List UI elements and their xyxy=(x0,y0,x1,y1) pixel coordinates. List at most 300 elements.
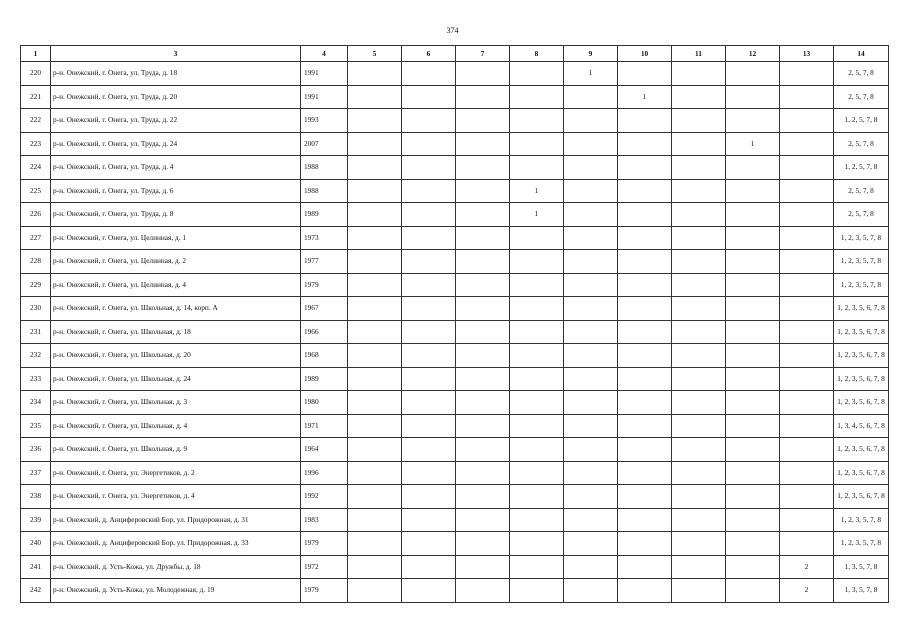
cell-c12 xyxy=(726,297,780,321)
cell-num: 225 xyxy=(21,179,51,203)
cell-c10 xyxy=(618,532,672,556)
cell-num: 229 xyxy=(21,273,51,297)
header-cell: 13 xyxy=(780,46,834,62)
cell-c10 xyxy=(618,508,672,532)
cell-c8 xyxy=(510,226,564,250)
cell-c9 xyxy=(564,226,618,250)
cell-c5 xyxy=(348,461,402,485)
cell-year: 1996 xyxy=(301,461,348,485)
cell-c10 xyxy=(618,555,672,579)
table-row xyxy=(21,532,889,556)
cell-c14: 1, 2, 3, 5, 6, 7, 8 xyxy=(834,344,889,368)
cell-c10 xyxy=(618,132,672,156)
cell-c12 xyxy=(726,579,780,603)
cell-c10: 1 xyxy=(618,85,672,109)
cell-c13 xyxy=(780,297,834,321)
cell-c10 xyxy=(618,485,672,509)
cell-c8: 1 xyxy=(510,203,564,227)
cell-c8 xyxy=(510,532,564,556)
cell-c12 xyxy=(726,438,780,462)
cell-c7 xyxy=(456,344,510,368)
cell-year: 1967 xyxy=(301,297,348,321)
cell-c8 xyxy=(510,344,564,368)
cell-num: 235 xyxy=(21,414,51,438)
cell-c14: 1, 2, 3, 5, 7, 8 xyxy=(834,508,889,532)
cell-c14: 1, 2, 3, 5, 7, 8 xyxy=(834,226,889,250)
cell-c13 xyxy=(780,132,834,156)
cell-c14: 1, 2, 5, 7, 8 xyxy=(834,156,889,180)
cell-c9 xyxy=(564,485,618,509)
cell-c10 xyxy=(618,367,672,391)
cell-year: 1991 xyxy=(301,85,348,109)
cell-num: 228 xyxy=(21,250,51,274)
cell-address: р-н. Онежский, г. Онега, ул. Целинная, д. 2 xyxy=(51,250,301,274)
cell-c12 xyxy=(726,226,780,250)
cell-c7 xyxy=(456,273,510,297)
cell-c6 xyxy=(402,203,456,227)
cell-c14: 2, 5, 7, 8 xyxy=(834,132,889,156)
cell-c12 xyxy=(726,109,780,133)
cell-c7 xyxy=(456,132,510,156)
cell-c13 xyxy=(780,367,834,391)
cell-c12 xyxy=(726,62,780,86)
cell-c6 xyxy=(402,555,456,579)
cell-c12 xyxy=(726,508,780,532)
cell-c6 xyxy=(402,297,456,321)
cell-c7 xyxy=(456,62,510,86)
table-row xyxy=(21,555,889,579)
cell-year: 1979 xyxy=(301,579,348,603)
cell-c6 xyxy=(402,508,456,532)
cell-c9 xyxy=(564,109,618,133)
cell-c11 xyxy=(672,485,726,509)
cell-c8 xyxy=(510,485,564,509)
cell-c6 xyxy=(402,156,456,180)
cell-c11 xyxy=(672,508,726,532)
cell-c12 xyxy=(726,532,780,556)
cell-c6 xyxy=(402,391,456,415)
cell-c9 xyxy=(564,203,618,227)
cell-c11 xyxy=(672,579,726,603)
cell-c14: 2, 5, 7, 8 xyxy=(834,85,889,109)
cell-c7 xyxy=(456,438,510,462)
cell-c7 xyxy=(456,391,510,415)
table-row xyxy=(21,508,889,532)
cell-c7 xyxy=(456,485,510,509)
cell-c13 xyxy=(780,273,834,297)
housing-table xyxy=(20,45,889,603)
cell-c8 xyxy=(510,555,564,579)
cell-c9 xyxy=(564,344,618,368)
cell-c9 xyxy=(564,508,618,532)
cell-c11 xyxy=(672,62,726,86)
cell-c6 xyxy=(402,367,456,391)
cell-c6 xyxy=(402,485,456,509)
cell-c14: 1, 3, 4, 5, 6, 7, 8 xyxy=(834,414,889,438)
cell-c5 xyxy=(348,85,402,109)
cell-c14: 1, 2, 3, 5, 6, 7, 8 xyxy=(834,461,889,485)
table-body xyxy=(21,62,889,603)
cell-c6 xyxy=(402,532,456,556)
cell-c7 xyxy=(456,461,510,485)
cell-c13: 2 xyxy=(780,579,834,603)
cell-address: р-н. Онежский, г. Онега, ул. Труда, д. 6 xyxy=(51,179,301,203)
cell-c9 xyxy=(564,438,618,462)
cell-year: 1993 xyxy=(301,109,348,133)
cell-address: р-н. Онежский, д. Усть-Кожа, ул. Молодежная, д. 19 xyxy=(51,579,301,603)
cell-c5 xyxy=(348,579,402,603)
cell-num: 226 xyxy=(21,203,51,227)
cell-c13 xyxy=(780,156,834,180)
cell-c12 xyxy=(726,391,780,415)
cell-c13 xyxy=(780,250,834,274)
cell-year: 1988 xyxy=(301,179,348,203)
cell-year: 1966 xyxy=(301,320,348,344)
table-row xyxy=(21,226,889,250)
cell-c11 xyxy=(672,85,726,109)
cell-c12 xyxy=(726,273,780,297)
table-row xyxy=(21,391,889,415)
table-row xyxy=(21,250,889,274)
table-row xyxy=(21,367,889,391)
cell-c14: 1, 2, 3, 5, 6, 7, 8 xyxy=(834,320,889,344)
cell-c5 xyxy=(348,367,402,391)
cell-c13 xyxy=(780,508,834,532)
cell-c13 xyxy=(780,109,834,133)
cell-c10 xyxy=(618,391,672,415)
cell-c6 xyxy=(402,579,456,603)
cell-num: 239 xyxy=(21,508,51,532)
cell-c8 xyxy=(510,320,564,344)
header-cell: 7 xyxy=(456,46,510,62)
cell-c14: 1, 3, 5, 7, 8 xyxy=(834,579,889,603)
cell-c13: 2 xyxy=(780,555,834,579)
cell-c11 xyxy=(672,367,726,391)
cell-address: р-н. Онежский, г. Онега, ул. Целинная, д. 4 xyxy=(51,273,301,297)
cell-num: 230 xyxy=(21,297,51,321)
cell-num: 220 xyxy=(21,62,51,86)
cell-c11 xyxy=(672,461,726,485)
cell-c9 xyxy=(564,273,618,297)
cell-c11 xyxy=(672,344,726,368)
cell-c6 xyxy=(402,414,456,438)
cell-c6 xyxy=(402,320,456,344)
cell-c13 xyxy=(780,85,834,109)
cell-c6 xyxy=(402,273,456,297)
cell-c13 xyxy=(780,320,834,344)
cell-c11 xyxy=(672,156,726,180)
cell-num: 227 xyxy=(21,226,51,250)
cell-c5 xyxy=(348,344,402,368)
cell-c7 xyxy=(456,367,510,391)
cell-c7 xyxy=(456,203,510,227)
cell-c7 xyxy=(456,85,510,109)
table-row xyxy=(21,85,889,109)
cell-c11 xyxy=(672,414,726,438)
cell-address: р-н. Онежский, г. Онега, ул. Труда, д. 18 xyxy=(51,62,301,86)
cell-c5 xyxy=(348,62,402,86)
cell-c7 xyxy=(456,555,510,579)
cell-c13 xyxy=(780,344,834,368)
cell-num: 231 xyxy=(21,320,51,344)
cell-c5 xyxy=(348,555,402,579)
cell-c10 xyxy=(618,250,672,274)
cell-c11 xyxy=(672,438,726,462)
cell-address: р-н. Онежский, г. Онега, ул. Школьная, д. 9 xyxy=(51,438,301,462)
cell-c9 xyxy=(564,320,618,344)
cell-c7 xyxy=(456,579,510,603)
cell-c8 xyxy=(510,438,564,462)
header-cell: 6 xyxy=(402,46,456,62)
cell-c5 xyxy=(348,391,402,415)
table-row xyxy=(21,414,889,438)
cell-c5 xyxy=(348,485,402,509)
cell-c11 xyxy=(672,273,726,297)
table-row xyxy=(21,132,889,156)
cell-address: р-н. Онежский, г. Онега, ул. Труда, д. 22 xyxy=(51,109,301,133)
cell-c6 xyxy=(402,438,456,462)
cell-c12 xyxy=(726,85,780,109)
cell-c9 xyxy=(564,156,618,180)
header-cell: 12 xyxy=(726,46,780,62)
cell-c9 xyxy=(564,579,618,603)
cell-c11 xyxy=(672,203,726,227)
cell-c12 xyxy=(726,555,780,579)
cell-c11 xyxy=(672,555,726,579)
cell-c10 xyxy=(618,62,672,86)
cell-c5 xyxy=(348,532,402,556)
table-row xyxy=(21,485,889,509)
cell-address: р-н. Онежский, д. Анциферовский Бор, ул. Придорожная, д. 31 xyxy=(51,508,301,532)
cell-num: 224 xyxy=(21,156,51,180)
cell-c10 xyxy=(618,109,672,133)
table-row xyxy=(21,320,889,344)
header-cell: 3 xyxy=(51,46,301,62)
cell-year: 1991 xyxy=(301,62,348,86)
cell-c5 xyxy=(348,132,402,156)
table-row xyxy=(21,273,889,297)
cell-c7 xyxy=(456,109,510,133)
cell-num: 234 xyxy=(21,391,51,415)
cell-address: р-н. Онежский, д. Анциферовский Бор, ул. Придорожная, д. 33 xyxy=(51,532,301,556)
cell-year: 1980 xyxy=(301,391,348,415)
cell-c9 xyxy=(564,297,618,321)
cell-c8 xyxy=(510,85,564,109)
cell-num: 223 xyxy=(21,132,51,156)
cell-num: 236 xyxy=(21,438,51,462)
table-row xyxy=(21,579,889,603)
cell-c11 xyxy=(672,179,726,203)
cell-c13 xyxy=(780,203,834,227)
cell-year: 1977 xyxy=(301,250,348,274)
cell-c13 xyxy=(780,485,834,509)
cell-num: 240 xyxy=(21,532,51,556)
cell-c8 xyxy=(510,508,564,532)
cell-c14: 1, 3, 5, 7, 8 xyxy=(834,555,889,579)
cell-c6 xyxy=(402,85,456,109)
cell-num: 233 xyxy=(21,367,51,391)
table-row xyxy=(21,344,889,368)
cell-c10 xyxy=(618,156,672,180)
cell-c12 xyxy=(726,156,780,180)
cell-c8 xyxy=(510,297,564,321)
cell-c6 xyxy=(402,226,456,250)
cell-year: 1979 xyxy=(301,273,348,297)
cell-c12 xyxy=(726,250,780,274)
cell-c11 xyxy=(672,132,726,156)
table-row xyxy=(21,109,889,133)
cell-c5 xyxy=(348,297,402,321)
cell-c8 xyxy=(510,367,564,391)
cell-c11 xyxy=(672,297,726,321)
cell-c12 xyxy=(726,320,780,344)
cell-c14: 1, 2, 3, 5, 7, 8 xyxy=(834,250,889,274)
cell-year: 2007 xyxy=(301,132,348,156)
cell-num: 237 xyxy=(21,461,51,485)
cell-c8 xyxy=(510,109,564,133)
cell-c11 xyxy=(672,391,726,415)
cell-c6 xyxy=(402,179,456,203)
cell-c13 xyxy=(780,532,834,556)
cell-c14: 1, 2, 3, 5, 6, 7, 8 xyxy=(834,391,889,415)
cell-c13 xyxy=(780,391,834,415)
cell-c6 xyxy=(402,461,456,485)
cell-c10 xyxy=(618,414,672,438)
cell-c11 xyxy=(672,226,726,250)
cell-c13 xyxy=(780,226,834,250)
cell-c11 xyxy=(672,109,726,133)
cell-c7 xyxy=(456,250,510,274)
cell-c5 xyxy=(348,273,402,297)
cell-c6 xyxy=(402,344,456,368)
cell-c10 xyxy=(618,344,672,368)
cell-c13 xyxy=(780,438,834,462)
cell-c5 xyxy=(348,508,402,532)
cell-num: 221 xyxy=(21,85,51,109)
cell-c5 xyxy=(348,203,402,227)
cell-address: р-н. Онежский, г. Онега, ул. Школьная, д. 14, корп. А xyxy=(51,297,301,321)
cell-c7 xyxy=(456,532,510,556)
cell-c10 xyxy=(618,226,672,250)
cell-c9 xyxy=(564,555,618,579)
cell-c7 xyxy=(456,508,510,532)
table-row xyxy=(21,297,889,321)
cell-c9 xyxy=(564,250,618,274)
cell-c5 xyxy=(348,226,402,250)
header-cell: 5 xyxy=(348,46,402,62)
header-cell: 4 xyxy=(301,46,348,62)
cell-c8 xyxy=(510,156,564,180)
cell-c13 xyxy=(780,179,834,203)
cell-year: 1964 xyxy=(301,438,348,462)
cell-c5 xyxy=(348,250,402,274)
cell-year: 1973 xyxy=(301,226,348,250)
cell-c10 xyxy=(618,438,672,462)
cell-c10 xyxy=(618,203,672,227)
cell-address: р-н. Онежский, г. Онега, ул. Энергетиков, д. 2 xyxy=(51,461,301,485)
table-row xyxy=(21,461,889,485)
cell-c5 xyxy=(348,179,402,203)
cell-c5 xyxy=(348,414,402,438)
cell-c5 xyxy=(348,156,402,180)
cell-c9 xyxy=(564,391,618,415)
cell-year: 1992 xyxy=(301,485,348,509)
cell-c10 xyxy=(618,320,672,344)
cell-address: р-н. Онежский, г. Онега, ул. Труда, д. 24 xyxy=(51,132,301,156)
cell-address: р-н. Онежский, г. Онега, ул. Труда, д. 20 xyxy=(51,85,301,109)
cell-c12 xyxy=(726,179,780,203)
cell-c14: 1, 2, 3, 5, 6, 7, 8 xyxy=(834,485,889,509)
cell-c8 xyxy=(510,62,564,86)
cell-c10 xyxy=(618,179,672,203)
cell-c12 xyxy=(726,461,780,485)
cell-c10 xyxy=(618,273,672,297)
table-row xyxy=(21,203,889,227)
cell-address: р-н. Онежский, г. Онега, ул. Школьная, д. 24 xyxy=(51,367,301,391)
cell-c14: 2, 5, 7, 8 xyxy=(834,179,889,203)
cell-address: р-н. Онежский, г. Онега, ул. Труда, д. 4 xyxy=(51,156,301,180)
cell-c12 xyxy=(726,344,780,368)
cell-c9 xyxy=(564,461,618,485)
cell-c8 xyxy=(510,273,564,297)
header-row xyxy=(21,46,889,62)
cell-c8 xyxy=(510,579,564,603)
cell-c6 xyxy=(402,250,456,274)
cell-year: 1979 xyxy=(301,532,348,556)
cell-c8 xyxy=(510,414,564,438)
cell-c9 xyxy=(564,85,618,109)
cell-c14: 1, 2, 3, 5, 7, 8 xyxy=(834,273,889,297)
cell-num: 238 xyxy=(21,485,51,509)
cell-c10 xyxy=(618,297,672,321)
cell-c8 xyxy=(510,391,564,415)
cell-c7 xyxy=(456,179,510,203)
cell-address: р-н. Онежский, д. Усть-Кожа, ул. Дружбы, д. 18 xyxy=(51,555,301,579)
cell-c12 xyxy=(726,414,780,438)
cell-c10 xyxy=(618,461,672,485)
table-row xyxy=(21,62,889,86)
cell-c9 xyxy=(564,132,618,156)
cell-c14: 1, 2, 3, 5, 6, 7, 8 xyxy=(834,367,889,391)
cell-c7 xyxy=(456,414,510,438)
cell-c14: 1, 2, 3, 5, 6, 7, 8 xyxy=(834,297,889,321)
header-cell: 9 xyxy=(564,46,618,62)
cell-c13 xyxy=(780,414,834,438)
header-cell: 10 xyxy=(618,46,672,62)
cell-year: 1971 xyxy=(301,414,348,438)
cell-c9 xyxy=(564,414,618,438)
cell-address: р-н. Онежский, г. Онега, ул. Энергетиков, д. 4 xyxy=(51,485,301,509)
table-row xyxy=(21,156,889,180)
header-cell: 11 xyxy=(672,46,726,62)
header-cell: 14 xyxy=(834,46,889,62)
cell-address: р-н. Онежский, г. Онега, ул. Целинная, д. 1 xyxy=(51,226,301,250)
cell-c11 xyxy=(672,532,726,556)
cell-c7 xyxy=(456,297,510,321)
cell-c8 xyxy=(510,461,564,485)
page-number: 374 xyxy=(446,26,459,35)
cell-c5 xyxy=(348,320,402,344)
cell-c12: 1 xyxy=(726,132,780,156)
cell-c9: 1 xyxy=(564,62,618,86)
cell-c5 xyxy=(348,438,402,462)
cell-c6 xyxy=(402,62,456,86)
cell-c12 xyxy=(726,203,780,227)
cell-c5 xyxy=(348,109,402,133)
cell-c9 xyxy=(564,179,618,203)
cell-c7 xyxy=(456,320,510,344)
cell-c9 xyxy=(564,367,618,391)
